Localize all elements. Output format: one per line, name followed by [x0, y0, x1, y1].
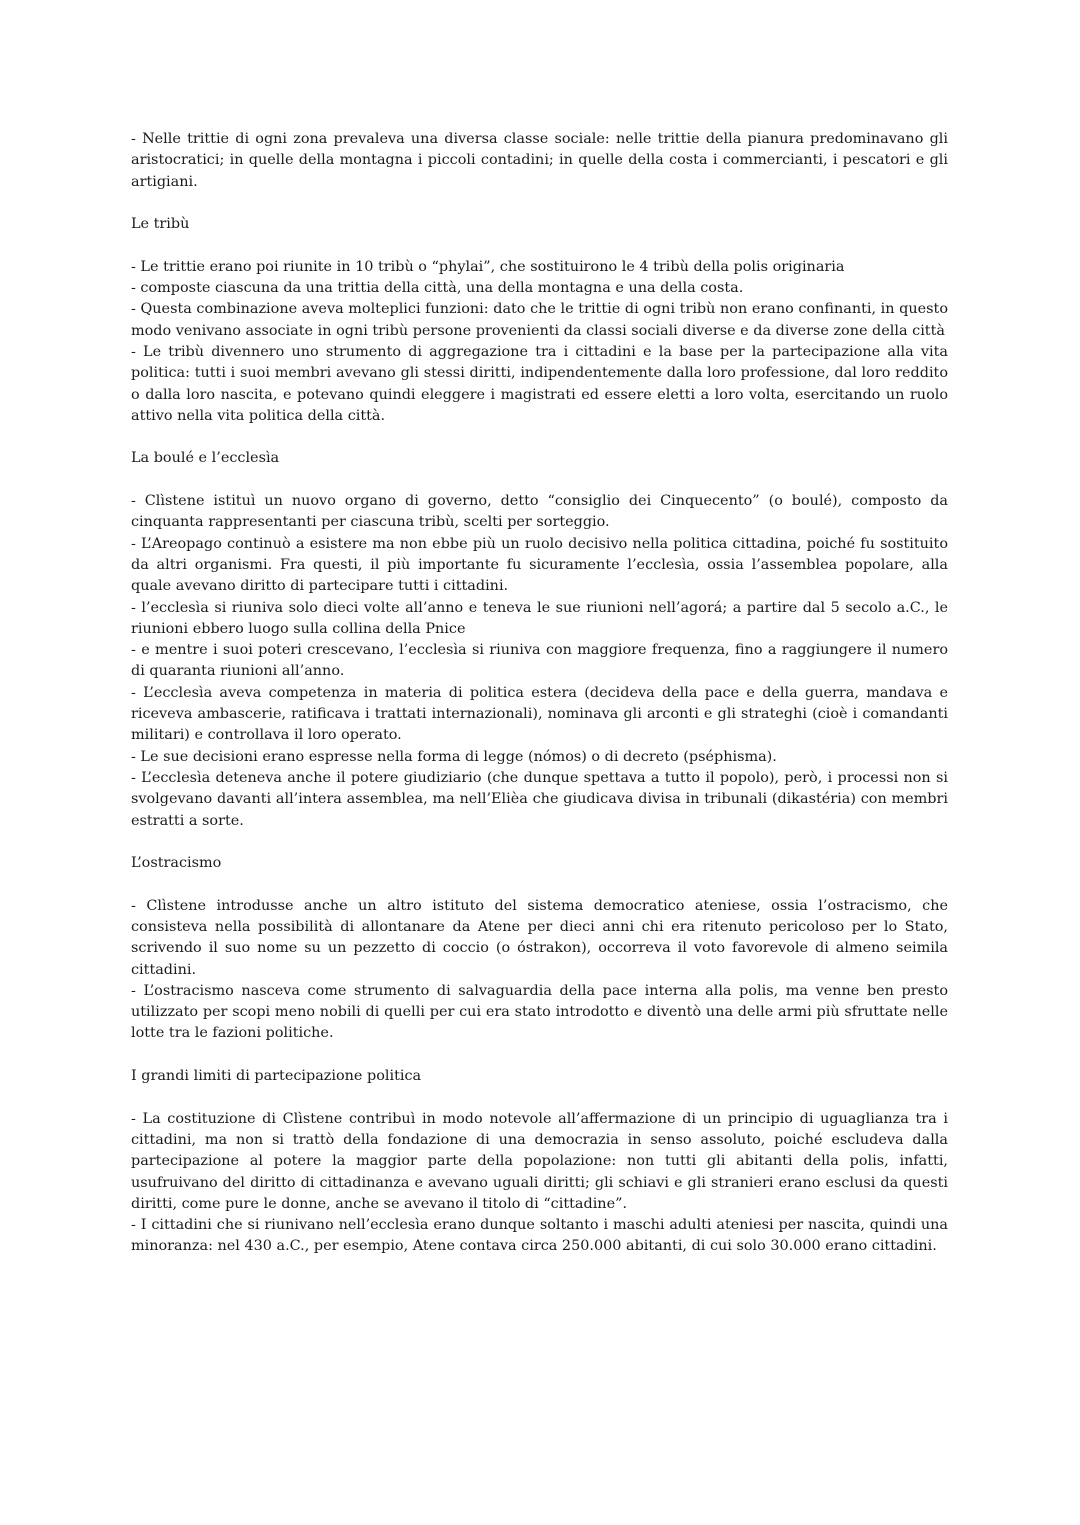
paragraph: - Clìstene istituì un nuovo organo di governo, detto “consiglio dei Cinquecento” (o boulé), composto da cinquanta rappresentanti per ciascuna tribù, scelti per sorteggio. — [131, 493, 948, 531]
section-heading: L’ostracismo — [131, 855, 222, 872]
paragraph: - La costituzione di Clìstene contribuì in modo notevole all’affermazione di un principio di uguaglianza tra i cittadini, ma non si trattò della fondazione di una democrazia in senso assoluto, poiché escludeva dalla partecipazione al potere la maggior parte della popolazione: non tutti gli abitanti della polis, infatti, usufruivano del diritto di cittadinanza e avevano uguali diritti; gli schiavi e gli stranieri erano esclusi da questi diritti, come pure le donne, anche se avevano il titolo di “cittadine”. — [131, 1110, 948, 1212]
paragraph: - L’ostracismo nasceva come strumento di salvaguardia della pace interna alla polis, ma venne ben presto utilizzato per scopi meno nobili di quelli per cui era stato introdotto e diventò una delle armi più sfruttate nelle lotte tra le fazioni politiche. — [131, 982, 948, 1042]
paragraph: - composte ciascuna da una trittia della città, una della montagna e una della costa. — [131, 280, 744, 297]
section-heading: Le tribù — [131, 216, 190, 233]
paragraph: - L’Areopago continuò a esistere ma non ebbe più un ruolo decisivo nella politica cittadina, poiché fu sostituito da altri organismi. Fra questi, il più importante fu sicuramente l’ecclesìa, ossia l’assemblea popolare, alla quale avevano diritto di partecipare tutti i cittadini. — [131, 535, 948, 595]
section-limiti-partecipazione — [131, 1066, 948, 1258]
paragraph: - Questa combinazione aveva molteplici funzioni: dato che le trittie di ogni tribù non erano confinanti, in questo modo venivano associate in ogni tribù persone provenienti da classi sociali diverse e da diverse zone della città — [131, 301, 948, 339]
section-tribu — [131, 214, 948, 427]
paragraph: - Le tribù divennero uno strumento di aggregazione tra i cittadini e la base per la partecipazione alla vita politica: tutti i suoi membri avevano gli stessi diritti, indipendentemente dalla loro professione, dal loro reddito o dalla loro nascita, e potevano quindi eleggere i magistrati ed essere eletti a loro volta, esercitando un ruolo attivo nella vita politica della città. — [131, 343, 948, 424]
section-ostracismo — [131, 853, 948, 1045]
paragraph: - Le sue decisioni erano espresse nella forma di legge (nómos) o di decreto (pséphisma). — [131, 748, 777, 765]
paragraph: - Le trittie erano poi riunite in 10 tribù o “phylai”, che sostituirono le 4 tribù della polis originaria — [131, 258, 845, 275]
paragraph: - I cittadini che si riunivano nell’ecclesìa erano dunque soltanto i maschi adulti ateniesi per nascita, quindi una minoranza: nel 430 a.C., per esempio, Atene contava circa 250.000 abitanti, di cui solo 30.000 erano cittadini. — [131, 1217, 948, 1255]
paragraph: - L’ecclesìa deteneva anche il potere giudiziario (che dunque spettava a tutto il popolo), però, i processi non si svolgevano davanti all’intera assemblea, ma nell’Elièa che giudicava divisa in tribunali (dikastéria) con membri estratti a sorte. — [131, 769, 948, 829]
paragraph: - L’ecclesìa aveva competenza in materia di politica estera (decideva della pace e della guerra, mandava e riceveva ambascerie, ratificava i trattati internazionali), nominava gli arconti e gli strateghi (cioè i comandanti militari) e controllava il loro operato. — [131, 684, 948, 744]
intro-paragraph: - Nelle trittie di ogni zona prevaleva una diversa classe sociale: nelle trittie della pianura predominavano gli aristocratici; in quelle della montagna i piccoli contadini; in quelle della costa i commercianti, i pescatori e gli artigiani. — [131, 131, 948, 190]
section-heading: I grandi limiti di partecipazione politica — [131, 1068, 422, 1085]
section-boule-ecclesia — [131, 448, 948, 831]
section-heading: La boulé e l’ecclesìa — [131, 450, 280, 467]
paragraph: - e mentre i suoi poteri crescevano, l’ecclesìa si riuniva con maggiore frequenza, fino a raggiungere il numero di quaranta riunioni all’anno. — [131, 642, 948, 680]
paragraph: - l’ecclesìa si riuniva solo dieci volte all’anno e teneva le sue riunioni nell’agorá; a partire dal 5 secolo a.C., le riunioni ebbero luogo sulla collina della Pnice — [131, 599, 948, 637]
paragraph: - Clìstene introdusse anche un altro istituto del sistema democratico ateniese, ossia l’ostracismo, che consisteva nella possibilità di allontanare da Atene per dieci anni chi era ritenuto pericoloso per lo Stato, scrivendo il suo nome su un pezzetto di coccio (o óstrakon), occorreva il voto favorevole di almeno seimila cittadini. — [131, 897, 948, 978]
document-page — [131, 129, 948, 1258]
